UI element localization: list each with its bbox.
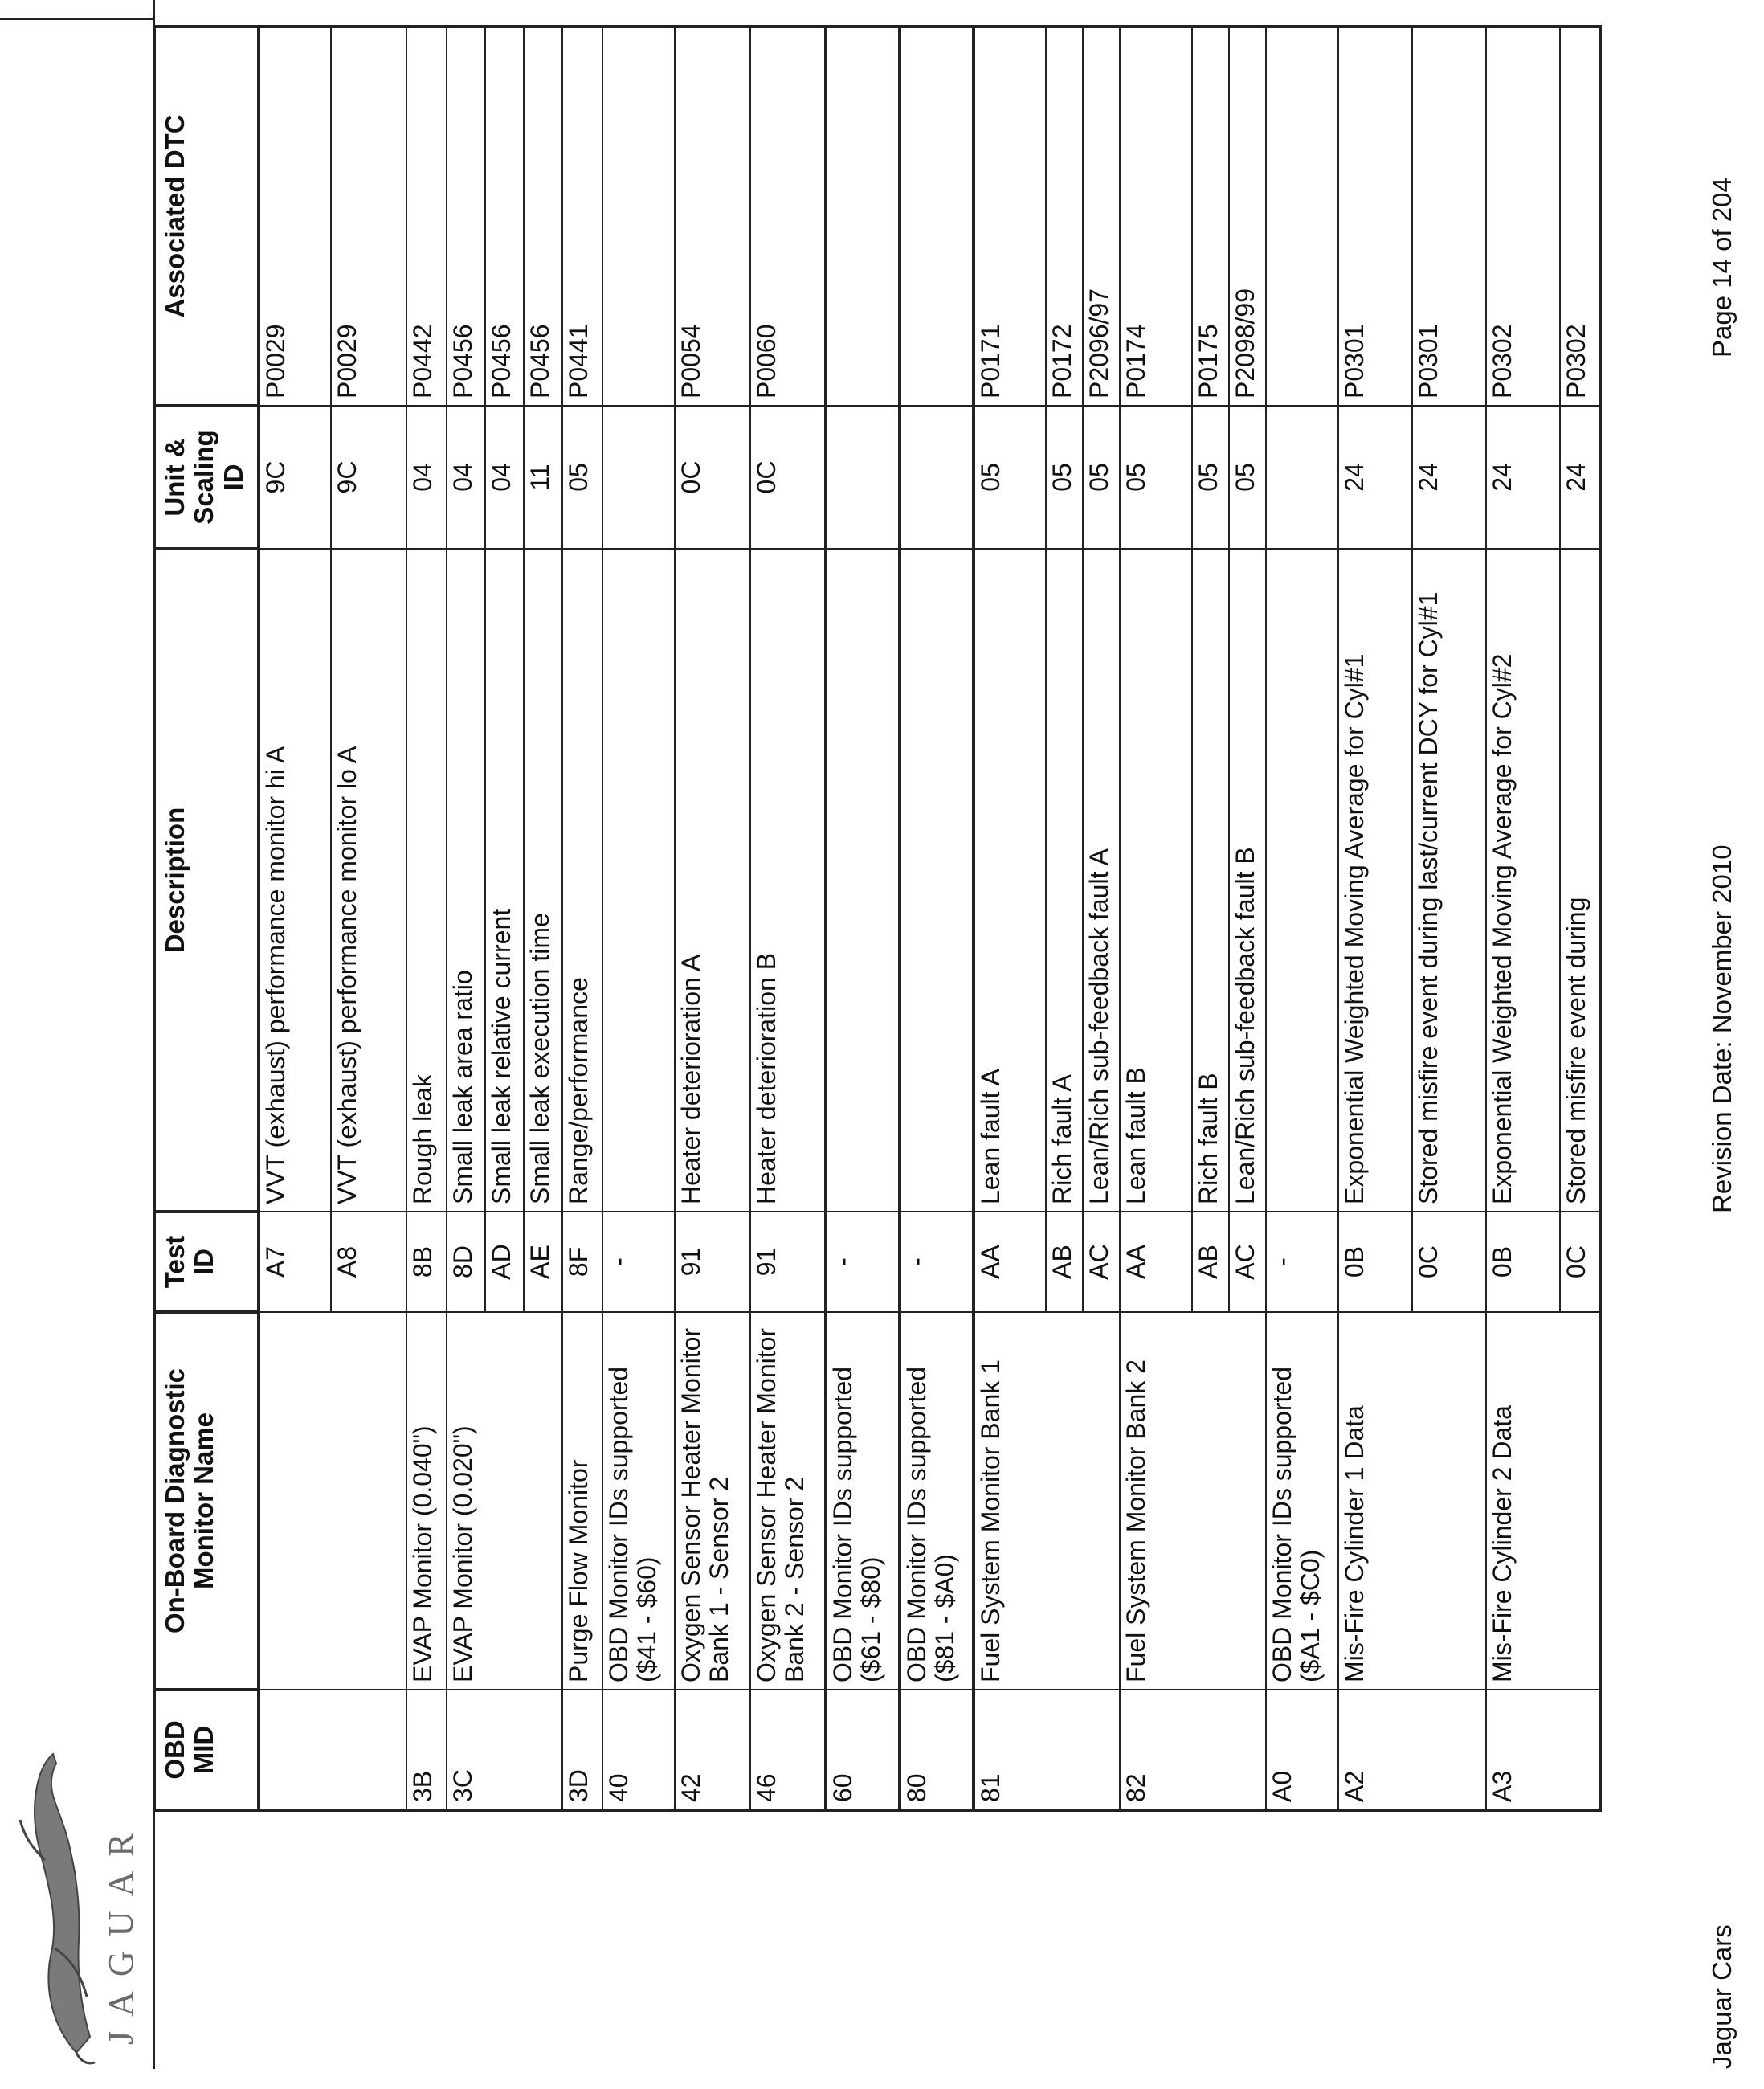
cell-monitor-name: Mis-Fire Cylinder 1 Data bbox=[1338, 1312, 1412, 1690]
cell-dtc: P0174 bbox=[1120, 27, 1192, 406]
cell-unit: 05 bbox=[562, 406, 602, 549]
cell-dtc: P0029 bbox=[259, 27, 331, 406]
header-monitor-name: On-Board Diagnostic Monitor Name bbox=[154, 1312, 259, 1690]
table-row bbox=[1229, 27, 1266, 1810]
cell-dtc: P0302 bbox=[1486, 27, 1560, 406]
cell-test-id: - bbox=[900, 1212, 974, 1312]
cell-dtc: P0441 bbox=[562, 27, 602, 406]
cell-monitor-name: EVAP Monitor (0.040") bbox=[406, 1312, 447, 1690]
cell-mid bbox=[259, 1690, 331, 1810]
cell-mid: 3C bbox=[447, 1690, 485, 1810]
cell-description: Lean fault B bbox=[1120, 549, 1192, 1212]
cell-unit: 24 bbox=[1486, 406, 1560, 549]
table-row bbox=[524, 27, 562, 1810]
table-row bbox=[1192, 27, 1229, 1810]
cell-monitor-name: Oxygen Sensor Heater Monitor Bank 2 - Sensor 2 bbox=[750, 1312, 826, 1690]
cell-unit bbox=[826, 406, 900, 549]
cell-description: Lean/Rich sub-feedback fault A bbox=[1083, 549, 1120, 1212]
cell-test-id: AC bbox=[1229, 1212, 1266, 1312]
table-row bbox=[1560, 27, 1600, 1810]
cell-unit: 05 bbox=[1046, 406, 1083, 549]
cell-test-id: 8F bbox=[562, 1212, 602, 1312]
cell-dtc: P0175 bbox=[1192, 27, 1229, 406]
cell-mid bbox=[1046, 1690, 1083, 1810]
cell-dtc: P0171 bbox=[974, 27, 1046, 406]
obd-monitor-table bbox=[153, 25, 1602, 1812]
header-unit-scaling: Unit & Scaling ID bbox=[154, 406, 259, 549]
cell-monitor-name bbox=[259, 1312, 331, 1690]
cell-description: Rich fault A bbox=[1046, 549, 1083, 1212]
cell-dtc: P0054 bbox=[675, 27, 750, 406]
cell-dtc: P0301 bbox=[1338, 27, 1412, 406]
cell-description: Heater deterioration B bbox=[750, 549, 826, 1212]
table-row bbox=[447, 27, 485, 1810]
cell-monitor-name: Fuel System Monitor Bank 2 bbox=[1120, 1312, 1192, 1690]
cell-monitor-name: Oxygen Sensor Heater Monitor Bank 1 - Sensor 2 bbox=[675, 1312, 750, 1690]
table-row bbox=[1266, 27, 1338, 1810]
cell-test-id: 0B bbox=[1486, 1212, 1560, 1312]
table-row bbox=[602, 27, 675, 1810]
cell-description: Range/performance bbox=[562, 549, 602, 1212]
cell-unit bbox=[1266, 406, 1338, 549]
jaguar-logo bbox=[0, 1723, 149, 2069]
cell-dtc bbox=[900, 27, 974, 406]
jaguar-wordmark: JAGUAR bbox=[101, 1818, 141, 2045]
cell-unit bbox=[602, 406, 675, 549]
cell-monitor-name: Fuel System Monitor Bank 1 bbox=[974, 1312, 1046, 1690]
cell-monitor-name: OBD Monitor IDs supported ($41 - $60) bbox=[602, 1312, 675, 1690]
cell-test-id: - bbox=[1266, 1212, 1338, 1312]
cell-monitor-name: Mis-Fire Cylinder 2 Data bbox=[1486, 1312, 1560, 1690]
cell-description bbox=[900, 549, 974, 1212]
header-obd-mid: OBD MID bbox=[154, 1690, 259, 1810]
cell-unit: 04 bbox=[485, 406, 524, 549]
table-header-row bbox=[154, 27, 259, 1810]
table-row bbox=[1412, 27, 1486, 1810]
cell-mid: A2 bbox=[1338, 1690, 1412, 1810]
cell-unit: 24 bbox=[1412, 406, 1486, 549]
cell-dtc: P2096/97 bbox=[1083, 27, 1120, 406]
footer-company: Jaguar Cars bbox=[1707, 1924, 1737, 2069]
cell-mid bbox=[524, 1690, 562, 1810]
cell-dtc: P2098/99 bbox=[1229, 27, 1266, 406]
cell-monitor-name bbox=[1192, 1312, 1229, 1690]
cell-mid bbox=[1083, 1690, 1120, 1810]
cell-unit: 05 bbox=[974, 406, 1046, 549]
cell-dtc: P0301 bbox=[1412, 27, 1486, 406]
cell-mid: 40 bbox=[602, 1690, 675, 1810]
cell-unit: 24 bbox=[1560, 406, 1600, 549]
cell-description: Small leak area ratio bbox=[447, 549, 485, 1212]
cell-unit: 0C bbox=[675, 406, 750, 549]
header-separator bbox=[0, 18, 155, 20]
cell-test-id: AB bbox=[1192, 1212, 1229, 1312]
cell-monitor-name bbox=[1083, 1312, 1120, 1690]
cell-dtc: P0029 bbox=[331, 27, 406, 406]
header-dtc: Associated DTC bbox=[154, 27, 259, 406]
cell-test-id: A7 bbox=[259, 1212, 331, 1312]
cell-monitor-name bbox=[1560, 1312, 1600, 1690]
cell-mid: 82 bbox=[1120, 1690, 1192, 1810]
cell-dtc: P0456 bbox=[447, 27, 485, 406]
cell-mid bbox=[1192, 1690, 1229, 1810]
table-row bbox=[900, 27, 974, 1810]
cell-description: Small leak execution time bbox=[524, 549, 562, 1212]
table-row bbox=[1083, 27, 1120, 1810]
cell-unit bbox=[900, 406, 974, 549]
cell-test-id: 0B bbox=[1338, 1212, 1412, 1312]
cell-unit: 05 bbox=[1229, 406, 1266, 549]
cell-monitor-name bbox=[1229, 1312, 1266, 1690]
cell-monitor-name bbox=[485, 1312, 524, 1690]
cell-monitor-name bbox=[1046, 1312, 1083, 1690]
cell-mid: 80 bbox=[900, 1690, 974, 1810]
cell-test-id: AD bbox=[485, 1212, 524, 1312]
cell-test-id: AC bbox=[1083, 1212, 1120, 1312]
cell-mid: 3D bbox=[562, 1690, 602, 1810]
cell-dtc bbox=[1266, 27, 1338, 406]
cell-description: Exponential Weighted Moving Average for Cyl#1 bbox=[1338, 549, 1412, 1212]
footer-revision-date: Revision Date: November 2010 bbox=[1707, 844, 1737, 1213]
header-test-id: Test ID bbox=[154, 1212, 259, 1312]
cell-mid: 46 bbox=[750, 1690, 826, 1810]
cell-test-id: 91 bbox=[750, 1212, 826, 1312]
cell-test-id: AE bbox=[524, 1212, 562, 1312]
cell-description: Rough leak bbox=[406, 549, 447, 1212]
cell-test-id: 91 bbox=[675, 1212, 750, 1312]
cell-unit: 9C bbox=[331, 406, 406, 549]
cell-description bbox=[1266, 549, 1338, 1212]
cell-dtc: P0302 bbox=[1560, 27, 1600, 406]
table-row bbox=[1120, 27, 1192, 1810]
cell-unit: 0C bbox=[750, 406, 826, 549]
cell-description bbox=[826, 549, 900, 1212]
cell-dtc: P0442 bbox=[406, 27, 447, 406]
cell-description: Stored misfire event during last/current DCY for Cyl#1 bbox=[1412, 549, 1486, 1212]
cell-description bbox=[602, 549, 675, 1212]
cell-description: Lean fault A bbox=[974, 549, 1046, 1212]
cell-description: VVT (exhaust) performance monitor hi A bbox=[259, 549, 331, 1212]
table-row bbox=[974, 27, 1046, 1810]
cell-mid: 81 bbox=[974, 1690, 1046, 1810]
cell-dtc bbox=[602, 27, 675, 406]
table-row bbox=[331, 27, 406, 1810]
cell-test-id: AA bbox=[1120, 1212, 1192, 1312]
table-row bbox=[562, 27, 602, 1810]
cell-test-id: AB bbox=[1046, 1212, 1083, 1312]
cell-test-id: - bbox=[826, 1212, 900, 1312]
cell-description: Stored misfire event during bbox=[1560, 549, 1600, 1212]
cell-dtc: P0456 bbox=[524, 27, 562, 406]
cell-monitor-name: EVAP Monitor (0.020") bbox=[447, 1312, 485, 1690]
cell-mid bbox=[1412, 1690, 1486, 1810]
table-row bbox=[1486, 27, 1560, 1810]
cell-test-id: AA bbox=[974, 1212, 1046, 1312]
cell-monitor-name bbox=[524, 1312, 562, 1690]
cell-description: Heater deterioration A bbox=[675, 549, 750, 1212]
cell-unit: 05 bbox=[1192, 406, 1229, 549]
table-row bbox=[406, 27, 447, 1810]
cell-dtc bbox=[826, 27, 900, 406]
cell-dtc: P0456 bbox=[485, 27, 524, 406]
cell-test-id: 0C bbox=[1412, 1212, 1486, 1312]
cell-description: Lean/Rich sub-feedback fault B bbox=[1229, 549, 1266, 1212]
cell-mid bbox=[331, 1690, 406, 1810]
cell-monitor-name: OBD Monitor IDs supported ($61 - $80) bbox=[826, 1312, 900, 1690]
cell-test-id: 0C bbox=[1560, 1212, 1600, 1312]
cell-description: VVT (exhaust) performance monitor lo A bbox=[331, 549, 406, 1212]
cell-description: Exponential Weighted Moving Average for Cyl#2 bbox=[1486, 549, 1560, 1212]
cell-monitor-name bbox=[331, 1312, 406, 1690]
cell-test-id: 8D bbox=[447, 1212, 485, 1312]
table-row bbox=[1046, 27, 1083, 1810]
table-row bbox=[485, 27, 524, 1810]
cell-monitor-name: OBD Monitor IDs supported ($A1 - $C0) bbox=[1266, 1312, 1338, 1690]
cell-mid: A3 bbox=[1486, 1690, 1560, 1810]
cell-dtc: P0060 bbox=[750, 27, 826, 406]
footer-page-number: Page 14 of 204 bbox=[1707, 178, 1737, 358]
cell-monitor-name: Purge Flow Monitor bbox=[562, 1312, 602, 1690]
table-row bbox=[675, 27, 750, 1810]
cell-unit: 24 bbox=[1338, 406, 1412, 549]
cell-monitor-name: OBD Monitor IDs supported ($81 - $A0) bbox=[900, 1312, 974, 1690]
cell-unit: 04 bbox=[406, 406, 447, 549]
cell-unit: 9C bbox=[259, 406, 331, 549]
cell-description: Small leak relative current bbox=[485, 549, 524, 1212]
table-row bbox=[826, 27, 900, 1810]
cell-unit: 11 bbox=[524, 406, 562, 549]
cell-mid bbox=[1229, 1690, 1266, 1810]
cell-unit: 04 bbox=[447, 406, 485, 549]
cell-description: Rich fault B bbox=[1192, 549, 1229, 1212]
cell-test-id: - bbox=[602, 1212, 675, 1312]
header-description: Description bbox=[154, 549, 259, 1212]
cell-mid: 3B bbox=[406, 1690, 447, 1810]
cell-unit: 05 bbox=[1083, 406, 1120, 549]
cell-dtc: P0172 bbox=[1046, 27, 1083, 406]
cell-mid bbox=[485, 1690, 524, 1810]
table-row bbox=[1338, 27, 1412, 1810]
table-row bbox=[750, 27, 826, 1810]
cell-test-id: A8 bbox=[331, 1212, 406, 1312]
cell-mid bbox=[1560, 1690, 1600, 1810]
cell-mid: 42 bbox=[675, 1690, 750, 1810]
cell-test-id: 8B bbox=[406, 1212, 447, 1312]
cell-mid: A0 bbox=[1266, 1690, 1338, 1810]
cell-monitor-name bbox=[1412, 1312, 1486, 1690]
cell-unit: 05 bbox=[1120, 406, 1192, 549]
table-row bbox=[259, 27, 331, 1810]
cell-mid: 60 bbox=[826, 1690, 900, 1810]
leaping-jaguar-icon bbox=[0, 1723, 104, 2069]
